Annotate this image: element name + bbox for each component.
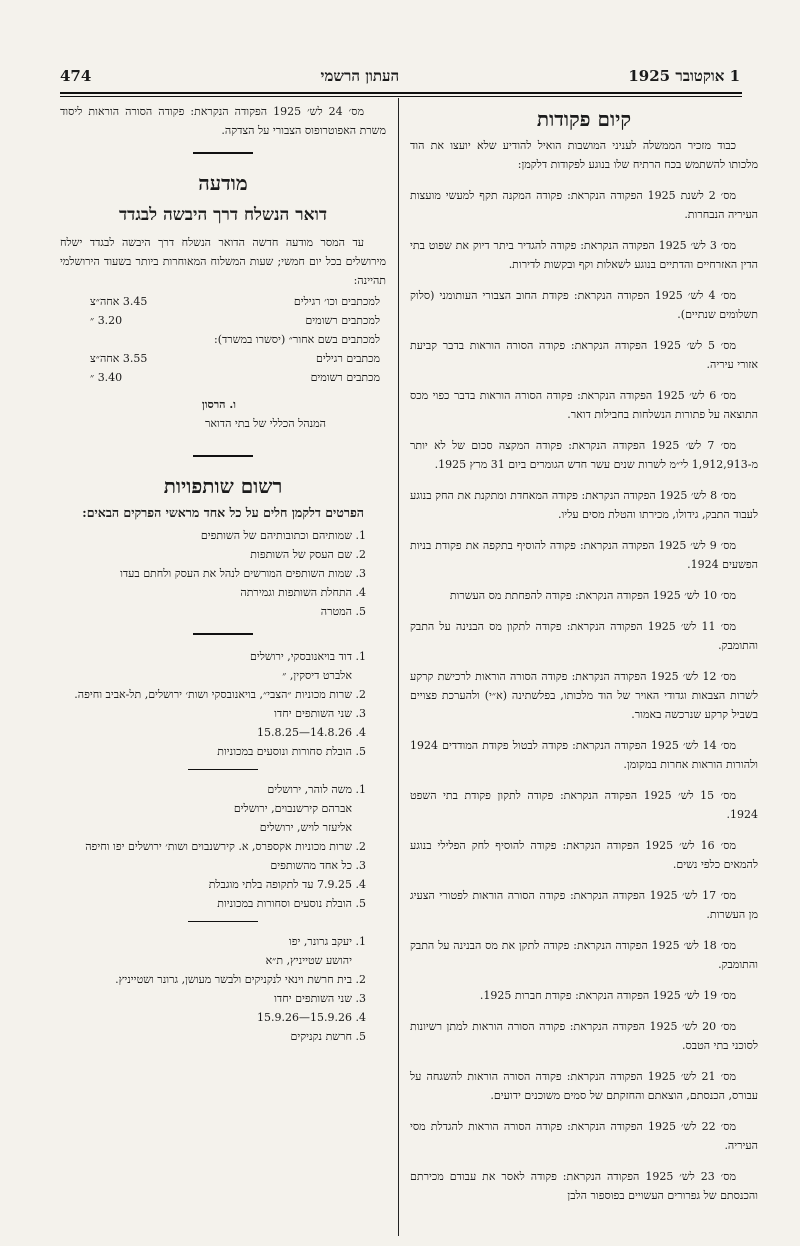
notice-signature-block xyxy=(60,395,386,433)
left-column xyxy=(60,102,386,1052)
right-column xyxy=(410,102,758,1217)
partnership-field: 1. יעקב גרונר, יפו יהושע שטייניץ, ת״א xyxy=(60,932,352,970)
section-divider xyxy=(193,152,253,154)
ordinance-item: מס׳ 20 לש׳ 1925 הפקודה הנקראת: פקודה הסורה הוראות למתן רשיונות לסוכני בתי הטבס. xyxy=(410,1020,758,1052)
column-divider xyxy=(398,98,399,1236)
registry-headings-list xyxy=(60,526,386,621)
ordinance-item: מס׳ 2 לשנת 1925 הפקודה הנקראת: פקודה המקנה תקף למעשי מועצות העיריה הנבחרות. xyxy=(410,189,758,221)
ordinance-item-24: מס׳ 24 לש׳ 1925 הפקודה הנקראת: פקודה הסורה הוראות ליסוד משרת האפוטרופוס הצבורי על הצדקה. xyxy=(60,105,386,137)
header-page-number: 474 xyxy=(60,67,92,85)
partnership-field: 5. הובלת סחורות ונוסעים במכוניות xyxy=(60,742,352,761)
partnership-field: 3. שני השותפים יחדו xyxy=(60,704,352,723)
partnership-entry xyxy=(60,932,386,1046)
ordinance-item: מס׳ 18 לש׳ 1925 הפקודה הנקראת: פקודה לתקן את מס הבנינה על התבק והתומבק. xyxy=(410,939,758,971)
ordinance-item: מס׳ 16 לש׳ 1925 הפקודה הנקראת: פקודה להוסיף לחק הפלילי בנוגע להמאים כלפי נשים. xyxy=(410,839,758,871)
schedule-row xyxy=(60,330,386,349)
partnership-field: 1. דוד בויאנובסקי, ירושלים אלברט דיסקין, ״ xyxy=(60,647,352,685)
partnership-field: 3. כל אחד מהשותפים xyxy=(60,856,352,875)
ordinance-item: מס׳ 22 לש׳ 1925 הפקודה הנקראת: פקודה הסורה הוראות להגדלת מסי העיריה. xyxy=(410,1120,758,1152)
partnership-field: 4. 15.9.26—15.9.26 xyxy=(60,1008,352,1027)
partnership-field: 5. הובלת נוסעים וסחורות במכוניות xyxy=(60,894,352,913)
registry-heading: 4. התחלת השותפות וגמירתה xyxy=(60,583,352,602)
ordinance-item: מס׳ 12 לש׳ 1925 הפקודה הנקראת: פקודה הסורה הוראות לרכישת קרקע לשרות הצבאות וגדודי האויר של הוד מלכותו, בפלשתינה (א״י) ולהערכת פצויים בשביל קרקע שנרכשה באמור. xyxy=(410,670,758,721)
partnership-field: 5. חרשת נקניקים xyxy=(60,1027,352,1046)
ordinance-item: מס׳ 9 לש׳ 1925 הפקודה הנקראת: פקודה להוסיף בתקפה את פקודת בניות הפשעים 1924. xyxy=(410,539,758,571)
ordinance-item: מס׳ 19 לש׳ 1925 הפקודה הנקראת: פקודת חברות 1925. xyxy=(479,989,736,1002)
registry-heading: 3. שמות השותפים המורשים לנהל את העסק ולחתם בעדו xyxy=(60,564,352,583)
partnership-field: 2. בית חרשת וינאי לנקניקים ולבשר מעושן, גרונר ושטייניץ. xyxy=(60,970,352,989)
schedule-label: מכתבים רגילים xyxy=(316,352,380,365)
ordinance-item: מס׳ 7 לש׳ 1925 הפקודה הנקראת: פקודה המקצה סכום של לא יותר מ-1,912,913 לי״מ לשרות שנים עשר חדש הגומרים ביום 31 מרץ 1925. xyxy=(410,439,758,471)
schedule-time: 3.40 ״ xyxy=(90,371,123,384)
notice-title: מודעה xyxy=(198,171,248,195)
header-rule xyxy=(60,92,742,94)
partnership-field: 3. שני השותפים יחדו xyxy=(60,989,352,1008)
ordinance-item: מס׳ 6 לש׳ 1925 הפקודה הנקראת: פקודה הסורה הוראות בדבר כפוי מכס התוצאה על פתורות הנשלחות בחבילות דואר. xyxy=(410,389,758,421)
signature-name: ו. הרסון xyxy=(201,398,236,411)
ordinance-item: מס׳ 14 לש׳ 1925 הפקודה הנקראת: פקודה לבטול פקודת המודדים 1924 ולהורות הוראות אחרות במקומן. xyxy=(410,739,758,771)
section-title-ordinances: קיום פקודות xyxy=(536,107,632,131)
registry-heading: 5. המטרה xyxy=(60,602,352,621)
schedule-time: 3.20 ״ xyxy=(90,314,123,327)
notice-subtitle: דואר הנשלח דרך היבשה לבגדד xyxy=(118,205,328,225)
schedule-label: למכתבים רשומים xyxy=(305,314,380,327)
partnership-entry xyxy=(60,647,386,761)
registry-heading: 2. שם העסק של השותפות xyxy=(60,545,352,564)
signature-title: המנהל הכללי של בתי הדואר xyxy=(204,417,326,430)
partnership-field: 1. משה לוהר, ירושלים אברהם קירשנבוים, ירושלים אליעזר לויש, ירושלים xyxy=(60,780,352,837)
ordinance-item: מס׳ 11 לש׳ 1925 הפקודה הנקראת: פקודה לתקון מס הבנינה על התבק והתומבק. xyxy=(410,620,758,652)
ordinance-item: מס׳ 23 לש׳ 1925 הפקודה הנקראת: פקודה לאסר את עבודם מכירתם והכנסתם של גפרורים העשויים בפוספור הלבן xyxy=(410,1170,758,1202)
ordinance-item: מס׳ 21 לש׳ 1925 הפקודה הנקראת: פקודה הסורה הוראות להשגחה על עבורס, הכנסתם, הוצאתם והחזקתם של סמים משוכנים ידועים. xyxy=(410,1070,758,1102)
registry-entries xyxy=(60,647,386,1046)
section-divider xyxy=(193,455,253,457)
registry-title: רשום שותפויות xyxy=(163,474,283,498)
page-header xyxy=(60,62,740,90)
registry-intro: הפרטים דלקמן חלים על כל אחד מראשי הפרקים הבאים: xyxy=(82,505,364,520)
schedule-row xyxy=(60,311,386,330)
mail-schedule xyxy=(60,292,386,387)
ordinance-item: מס׳ 8 לש׳ 1925 הפקודה הנקראת: פקודה המאחדת ומתקנת את החק בנוגע לעבוד התבק, גידולו, מכירתו והטלת מסים עליו. xyxy=(410,489,758,521)
entry-divider xyxy=(188,769,258,770)
schedule-row xyxy=(60,368,386,387)
schedule-time: 3.55 אחה״צ xyxy=(90,352,148,365)
header-paper-name: העתון הרשמי xyxy=(320,66,400,85)
partnership-field: 2. שרות מכוניות ״הצבי״, בויאנובסקי ושות׳ ירושלים, תל-אביב וחיפה. xyxy=(60,685,352,704)
entry-divider xyxy=(188,921,258,922)
ordinance-item: מס׳ 4 לש׳ 1925 הפקודה הנקראת: פקודת החוב הצבורי העותומני (סלוק תשלומים שנתיים). xyxy=(410,289,758,321)
ordinance-item: מס׳ 3 לש׳ 1925 הפקודה הנקראת: פקודה להגדיר ביתר דיוק את שפוט בתי הדין האזרחיים והדתיים בנוגע לשאלות וקף ובקשות לדירות. xyxy=(410,239,758,271)
schedule-row xyxy=(60,349,386,368)
header-date: 1 אוקטובר 1925 xyxy=(628,66,740,85)
ordinance-item: מס׳ 15 לש׳ 1925 הפקודה הנקראת: פקודה לתקון פקודת בתי השפט 1924. xyxy=(410,789,758,821)
schedule-label: למכתבים בשם אחור״ (יסשרו במשרד): xyxy=(214,333,380,346)
ordinance-item: מס׳ 17 לש׳ 1925 הפקודה הנקראת: פקודה הסורה הוראות לפטורי הצעיג מן העשרות. xyxy=(410,889,758,921)
ordinance-item: מס׳ 5 לש׳ 1925 הפקודה הנקראת: פקודה הסורה הוראות בדבר קביעת אזורי עיריה. xyxy=(410,339,758,371)
registry-section xyxy=(60,469,386,1046)
section-divider xyxy=(193,633,253,635)
schedule-row xyxy=(60,292,386,311)
partnership-field: 4. 14.8.26—15.8.25 xyxy=(60,723,352,742)
notice-body: עד המסר מודעה חדשה הדואר הנשלח דרך היבשה לבגדד ישלח מירושלים בכל יום חמשי; שעות המשלוח המאוחרות ביותר בשעוד הירושלמי תהיינה: xyxy=(60,236,386,287)
partnership-field: 4. 7.9.25 עד לתקופה בלתי מוגבלת xyxy=(60,875,352,894)
partnership-entry xyxy=(60,780,386,913)
schedule-label: מכתבים רשומים xyxy=(310,371,380,384)
schedule-time: 3.45 אחה״צ xyxy=(90,295,148,308)
header-rule-thin xyxy=(60,96,742,97)
ordinance-item: מס׳ 10 לש׳ 1925 הפקודה הנקראת: פקודה להפחתת מס העשרות xyxy=(449,589,736,602)
ordinance-list xyxy=(410,186,758,1205)
notice-section xyxy=(60,166,386,433)
partnership-field: 2. שרות מכוניות אקספרס, א. קירשנבוים ושות׳ ירושלים יפו וחיפה xyxy=(60,837,352,856)
schedule-label: למכתבים וכו׳ רגילים xyxy=(293,295,380,308)
ordinances-intro: כבוד מזכיר הממשלה לעניני המושבות הואיל להודיע שלא יועצו את הוד מלכותו להשתמש בכח הרתיח שלו בנוגע לפקודות דלקמן: xyxy=(410,139,758,171)
registry-heading: 1. שמותיהם וכתובותיהם של השותפים xyxy=(60,526,352,545)
